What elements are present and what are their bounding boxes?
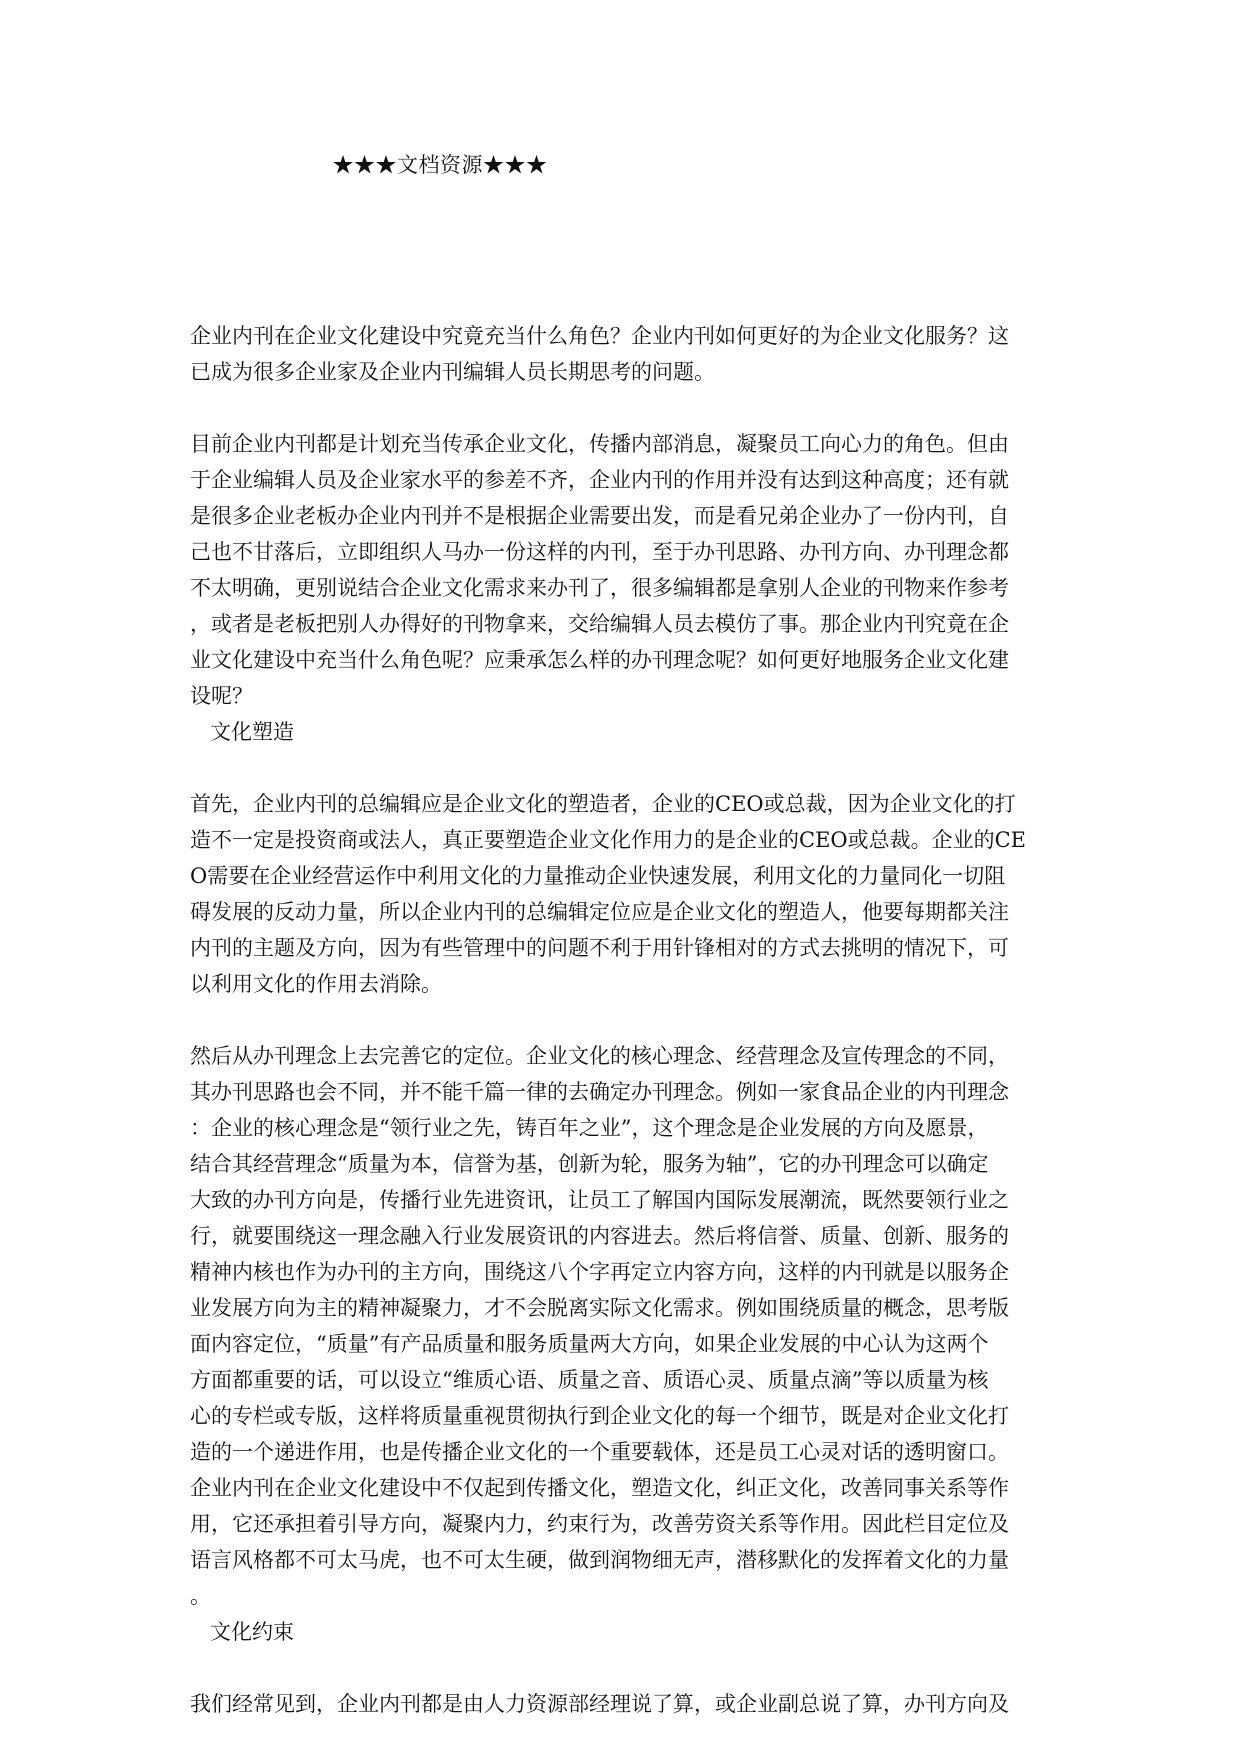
intro-paragraph: 企业内刊在企业文化建设中究竟充当什么角色？企业内刊如何更好的为企业文化服务？这 已成为很多企业家及企业内刊编辑人员长期思考的问题。 (190, 324, 1009, 384)
section-heading-culture-constraint: 文化约束 (210, 1620, 294, 1644)
constraint-paragraph: 我们经常见到，企业内刊都是由人力资源部经理说了算，或企业副总说了算，办刊方向及 (190, 1692, 1009, 1716)
editorial-concept-paragraph: 然后从办刊理念上去完善它的定位。企业文化的核心理念、经营理念及宣传理念的不同， 其办刊思路也会不同，并不能千篇一律的去确定办刊理念。例如一家食品企业的内刊理念 ：企业的核心理念是“领行业之先，铸百年之业”，这个理念是企业发展的方向及愿景， 结合其经营理念“质量为本，信誉为基，创新为轮，服务为轴”，它的办刊理念可以确定 大致的办刊方向是，传播行业先进资讯，让员工了解国内国际发展潮流，既然要领行业之 行，就要围绕这一理念融入行业发展资讯的内容进去。然后将信誉、质量、创新、服务的 精神内核也作为办刊的主方向，围绕这八个字再定立内容方向，这样的内刊就是以服务企 业发展方向为主的精神凝聚力，才不会脱离实际文化需求。例如围绕质量的概念，思考版 面内容定位，“质量”有产品质量和服务质量两大方向，如果企业发展的中心认为这两个 方面都重要的话，可以设立“维质心语、质量之音、质语心灵、质量点滴”等以质量为核 心的专栏或专版，这样将质量重视贯彻执行到企业文化的每一个细节，既是对企业文化打 造的一个递进作用，也是传播企业文化的一个重要载体，还是员工心灵对话的透明窗口。 企业内刊在企业文化建设中不仅起到传播文化，塑造文化，纠正文化，改善同事关系等作 用，它还承担着引导方向，凝聚内力，约束行为，改善劳资关系等作用。因此栏目定位及 语言风格都不可太马虎，也不可太生硬，做到润物细无声，潜移默化的发挥着文化的力量 。 (190, 1044, 1009, 1608)
section-heading-culture-shaping: 文化塑造 (210, 720, 294, 744)
document-body (190, 318, 1050, 1722)
paragraph-spacer (190, 750, 1050, 786)
document-header: ★★★文档资源★★★ (332, 153, 548, 177)
paragraph-spacer (190, 1650, 1050, 1686)
paragraph-spacer (190, 1002, 1050, 1038)
paragraph-spacer (190, 390, 1050, 426)
chief-editor-paragraph: 首先，企业内刊的总编辑应是企业文化的塑造者，企业的CEO或总裁，因为企业文化的打 造不一定是投资商或法人，真正要塑造企业文化作用力的是企业的CEO或总裁。企业的CE O需要在企业经营运作中利用文化的力量推动企业快速发展，利用文化的力量同化一切阻 碍发展的反动力量，所以企业内刊的总编辑定位应是企业文化的塑造人，他要每期都关注 内刊的主题及方向，因为有些管理中的问题不利于用针锋相对的方式去挑明的情况下，可 以利用文化的作用去消除。 (190, 792, 1027, 996)
background-paragraph: 目前企业内刊都是计划充当传承企业文化，传播内部消息，凝聚员工向心力的角色。但由 于企业编辑人员及企业家水平的参差不齐，企业内刊的作用并没有达到这种高度；还有就 是很多企业老板办企业内刊并不是根据企业需要出发，而是看兄弟企业办了一份内刊，自 己也不甘落后，立即组织人马办一份这样的内刊，至于办刊思路、办刊方向、办刊理念都 不太明确，更别说结合企业文化需求来办刊了，很多编辑都是拿别人企业的刊物来作参考 ，或者是老板把别人办得好的刊物拿来，交给编辑人员去模仿了事。那企业内刊究竟在企 业文化建设中充当什么角色呢？应秉承怎么样的办刊理念呢？如何更好地服务企业文化建 设呢？ (190, 432, 1009, 708)
